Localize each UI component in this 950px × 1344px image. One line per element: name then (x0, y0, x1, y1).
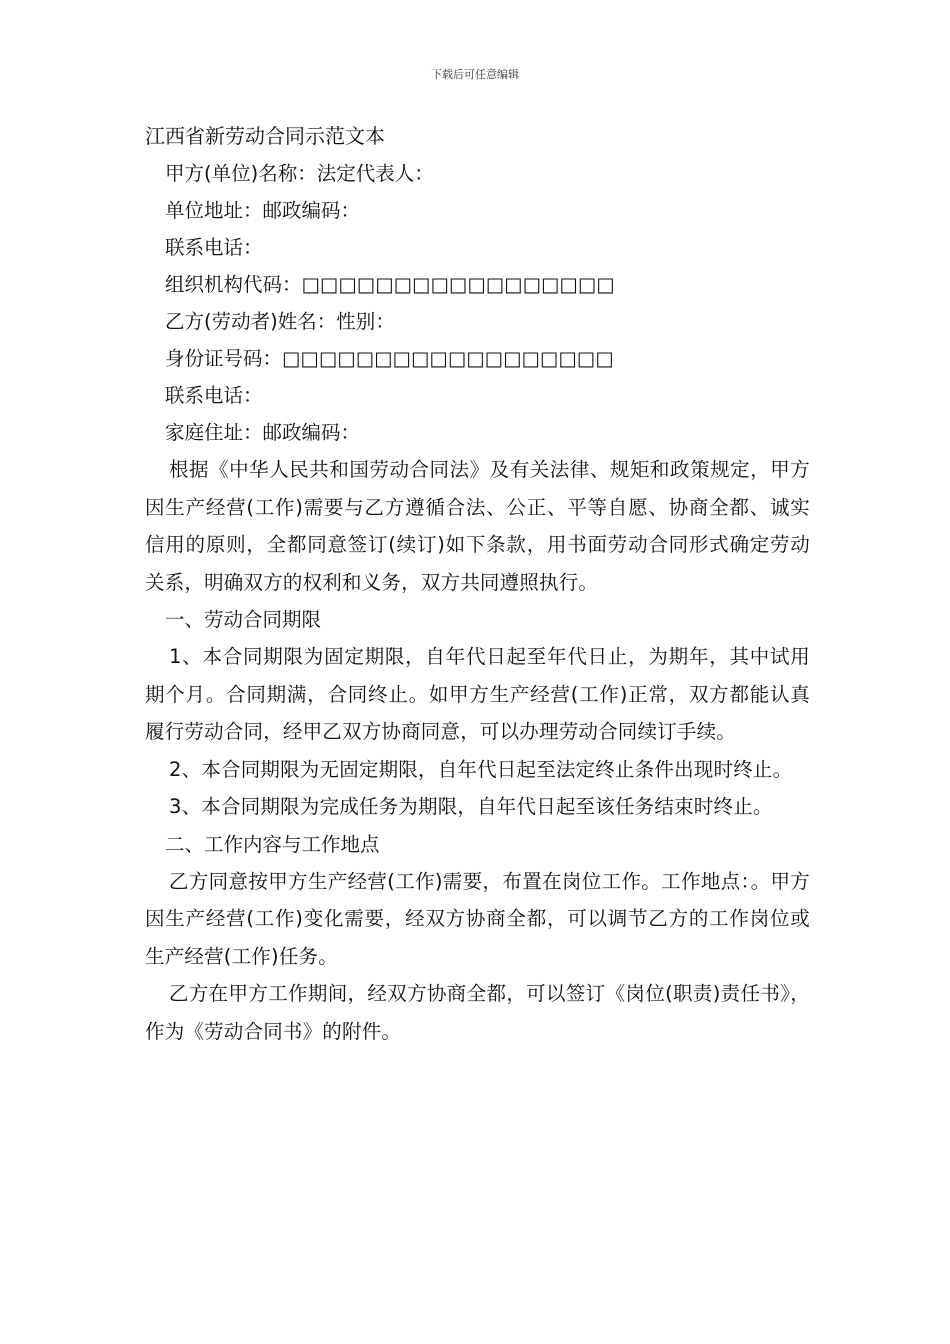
field-home-address: 家庭住址：邮政编码： (165, 421, 361, 444)
field-party-a-phone: 联系电话： (165, 236, 263, 259)
section-1-item-3: 3、本合同期限为完成任务为期限，自年代日起至该任务结束时终止。 (169, 795, 773, 818)
section-1-item-1: 1、本合同期限为固定期限，自年代日起至年代日止，为期年，其中试用期个月。合同期满，合同终止。如甲方生产经营(工作)正常，双方都能认真履行劳动合同，经甲乙双方协商同意，可以办理劳动合同续订手续。 (145, 645, 810, 743)
section-1-item-2: 2、本合同期限为无固定期限，自年代日起至法定终止条件出现时终止。 (169, 757, 793, 781)
field-org-code: 组织机构代码：□□□□□□□□□□□□□□□□□ (165, 273, 615, 296)
field-party-a-name: 甲方(单位)名称：法定代表人： (165, 162, 434, 185)
section-1-heading: 一、劳动合同期限 (165, 608, 322, 631)
field-party-a-address: 单位地址：邮政编码： (165, 199, 361, 222)
intro-paragraph: 根据《中华人民共和国劳动合同法》及有关法律、规矩和政策规定，甲方因生产经营(工作)需要与乙方遵循合法、公正、平等自愿、协商全都、诚实信用的原则，全都同意签订(续订)如下条款，用书面劳动合同形式确定劳动关系，明确双方的权利和义务，双方共同遵照执行。 (145, 458, 810, 594)
field-party-b-phone: 联系电话： (165, 384, 263, 407)
section-2-paragraph-2: 乙方在甲方工作期间，经双方协商全都，可以签订《岗位(职责)责任书》，作为《劳动合同书》的附件。 (145, 982, 810, 1043)
section-2-heading: 二、工作内容与工作地点 (165, 832, 380, 856)
header-note: 下载后可任意编辑 (431, 68, 519, 81)
document-title: 江西省新劳动合同示范文本 (145, 124, 385, 148)
section-2-paragraph-1: 乙方同意按甲方生产经营(工作)需要，布置在岗位工作。工作地点：。甲方因生产经营(工作)变化需要，经双方协商全都，可以调节乙方的工作岗位或生产经营(工作)任务。 (145, 869, 810, 968)
field-party-b-name: 乙方(劳动者)姓名：性别： (165, 310, 395, 333)
document-body (145, 118, 810, 1050)
field-id-number: 身份证号码：□□□□□□□□□□□□□□□□□□ (165, 347, 614, 370)
